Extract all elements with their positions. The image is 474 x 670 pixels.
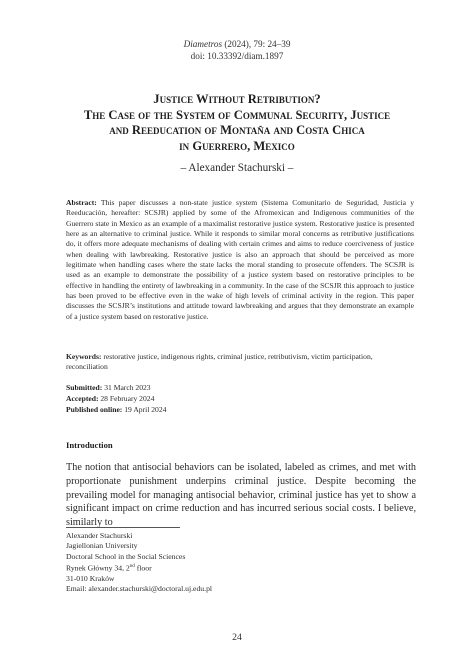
journal-volume: (2024), 79: 24–39	[222, 39, 291, 49]
introduction-paragraph: The notion that antisocial behaviors can be isolated, labeled as crimes, and met with proportionate punishment underpins criminal justice. Despite becoming the prevailing model for managing antisocial behavior, criminal justice has yet to show a significant impact on crime reduction and has incurred serious social costs. I believe, similarly to	[66, 462, 416, 529]
street-superscript: nd	[129, 563, 135, 569]
submitted-value: 31 March 2023	[102, 383, 151, 392]
affiliation-name: Alexander Stachurski	[66, 531, 133, 540]
keywords-text: restorative justice, indigenous rights, criminal justice, retributivism, victim participation, reconciliation	[66, 352, 373, 372]
title-line: in Guerrero, Mexico	[179, 138, 295, 153]
accepted-label: Accepted:	[66, 394, 99, 404]
keywords	[66, 352, 414, 373]
published-label: Published online:	[66, 405, 123, 415]
street-suffix: floor	[134, 563, 152, 573]
street-text: Rynek Główny 34, 2	[66, 563, 130, 573]
page-number: 24	[232, 632, 242, 643]
submitted-label: Submitted:	[66, 383, 103, 392]
affiliation-school: Doctoral School in the Social Sciences	[66, 551, 186, 561]
title-line: The Case of the System of Communal Security, Justice	[83, 107, 391, 122]
affiliation-university: Jagiellonian University	[66, 541, 138, 551]
title-line: Justice Without Retribution?	[153, 92, 321, 106]
keywords-label: Keywords:	[66, 352, 102, 361]
accepted-date	[66, 393, 414, 404]
author-affiliation	[66, 531, 426, 594]
author-line: – Alexander Stachurski –	[180, 162, 294, 174]
abstract	[66, 198, 414, 322]
footnote-divider	[66, 527, 180, 528]
publication-dates	[66, 382, 414, 416]
affiliation-street	[66, 562, 426, 574]
accepted-value: 28 February 2024	[98, 394, 155, 404]
published-value: 19 April 2024	[122, 405, 167, 415]
published-date	[66, 404, 414, 415]
title-line: and Reeducation of Montaña and Costa Chica	[109, 123, 365, 137]
journal-citation-line	[0, 38, 474, 50]
journal-header	[0, 38, 474, 62]
article-title	[40, 92, 434, 154]
doi-link[interactable]: doi: 10.33392/diam.1897	[190, 51, 284, 61]
journal-name: Diametros	[183, 39, 223, 49]
abstract-label: Abstract:	[66, 198, 97, 207]
submitted-date	[66, 382, 414, 393]
abstract-text: This paper discusses a non-state justice system (Sistema Comunitario de Seguridad, Justicia y Reeducación, hereafter: SCSJR) applied by some of the Afromexican and Indigenous communities of the Guerrero state in Mexico as an example of a maximalist restorative justice system. Restorative justice is presented here as an alternative to criminal justice. While it responds to similar moral concerns as retributive justifications do, it offers more adequate mechanisms of dealing with certain crimes and aims to reduce coerciveness of justice when dealing with lawbreaking. Restorative justice is also an approach that should be perceived as more legitimate when handling cases where the state lacks the moral standing to prosecute offenders. The SCSJR is used as an example to demonstrate the possibility of a justice system based on restorative principles to be effective in handling the entirety of lawbreaking in a community. In the case of the SCSJR this approach to justice has been proved to be effective even in the wake of high levels of criminal activity in the region. This paper discusses the SCSJR’s institutions and attitude toward lawbreaking and argues that they demonstrate an example of a justice system based on restorative justice.	[66, 198, 414, 321]
affiliation-email[interactable]: Email: alexander.stachurski@doctoral.uj.edu.pl	[66, 584, 213, 594]
affiliation-city: 31-010 Kraków	[66, 573, 115, 583]
section-heading-introduction: Introduction	[66, 440, 113, 450]
